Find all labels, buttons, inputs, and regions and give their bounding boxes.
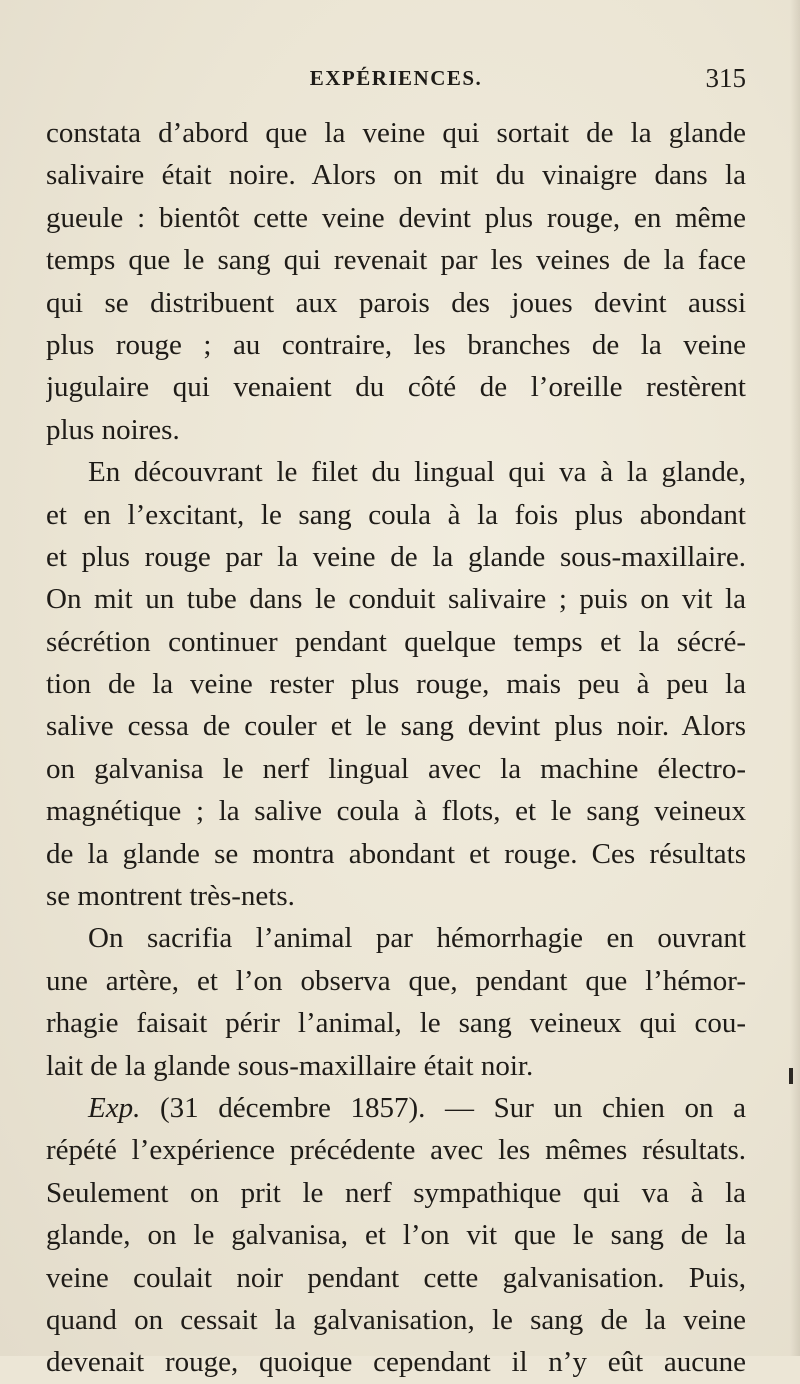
experiment-heading-text: (31 décembre 1857). — Sur un chien on a	[159, 1091, 746, 1124]
experiment-label: Exp.	[88, 1091, 141, 1124]
paragraph-end-line: se montrent très-nets.	[46, 880, 295, 913]
text-line: magnétique ; la salive coula à flots, et le sang veineux	[46, 795, 746, 828]
paragraph-start-line: On sacrifia l’animal par hémorrhagie en ouvrant	[88, 922, 746, 955]
running-head	[46, 63, 746, 106]
text-line: et en l’excitant, le sang coula à la fois plus abondant	[46, 498, 746, 531]
text-line: temps que le sang qui revenait par les veines de la face	[46, 244, 746, 277]
text-line: qui se distribuent aux parois des joues devint aussi	[46, 286, 746, 319]
paragraph-start-line: En découvrant le filet du lingual qui va à la glande,	[88, 456, 746, 489]
body-text	[46, 112, 746, 1384]
paragraph-end-line: lait de la glande sous-maxillaire était noir.	[46, 1049, 534, 1082]
text-line: sécrétion continuer pendant quelque temps et la sécré-	[46, 625, 746, 658]
text-line: on galvanisa le nerf lingual avec la machine électro-	[46, 752, 746, 785]
text-line: quand on cessait la galvanisation, le sang de la veine	[46, 1303, 746, 1336]
text-line: constata d’abord que la veine qui sortait de la glande	[46, 117, 746, 149]
running-head-title: EXPÉRIENCES.	[309, 66, 483, 90]
paragraph-end-line: plus noires.	[46, 413, 180, 446]
text-line: Seulement on prit le nerf sympathique qui va à la	[46, 1176, 746, 1209]
text-line: veine coulait noir pendant cette galvanisation. Puis,	[46, 1261, 746, 1294]
text-line: répété l’expérience précédente avec les mêmes résultats.	[46, 1134, 746, 1167]
page-number: 315	[705, 63, 746, 93]
text-line: une artère, et l’on observa que, pendant que l’hémor-	[46, 964, 746, 997]
text-line: devenait rouge, quoique cependant il n’y eût aucune	[46, 1346, 746, 1379]
text-line: rhagie faisait périr l’animal, le sang veineux qui cou-	[46, 1007, 746, 1040]
text-line: On mit un tube dans le conduit salivaire ; puis on vit la	[46, 583, 746, 616]
text-line: et plus rouge par la veine de la glande sous-maxillaire.	[46, 540, 746, 573]
text-line: gueule : bientôt cette veine devint plus rouge, en même	[46, 201, 746, 234]
text-line: glande, on le galvanisa, et l’on vit que le sang de la	[46, 1219, 746, 1252]
text-line: salivaire était noire. Alors on mit du vinaigre dans la	[46, 159, 746, 192]
text-line: salive cessa de couler et le sang devint plus noir. Alors	[46, 710, 746, 743]
text-line: de la glande se montra abondant et rouge. Ces résultats	[46, 837, 746, 870]
page-edge-shadow	[790, 0, 800, 1356]
text-line: jugulaire qui venaient du côté de l’oreille restèrent	[46, 371, 746, 404]
text-line: tion de la veine rester plus rouge, mais peu à peu la	[46, 668, 746, 701]
experiment-heading-line	[46, 1087, 746, 1129]
text-line: plus rouge ; au contraire, les branches de la veine	[46, 328, 746, 361]
